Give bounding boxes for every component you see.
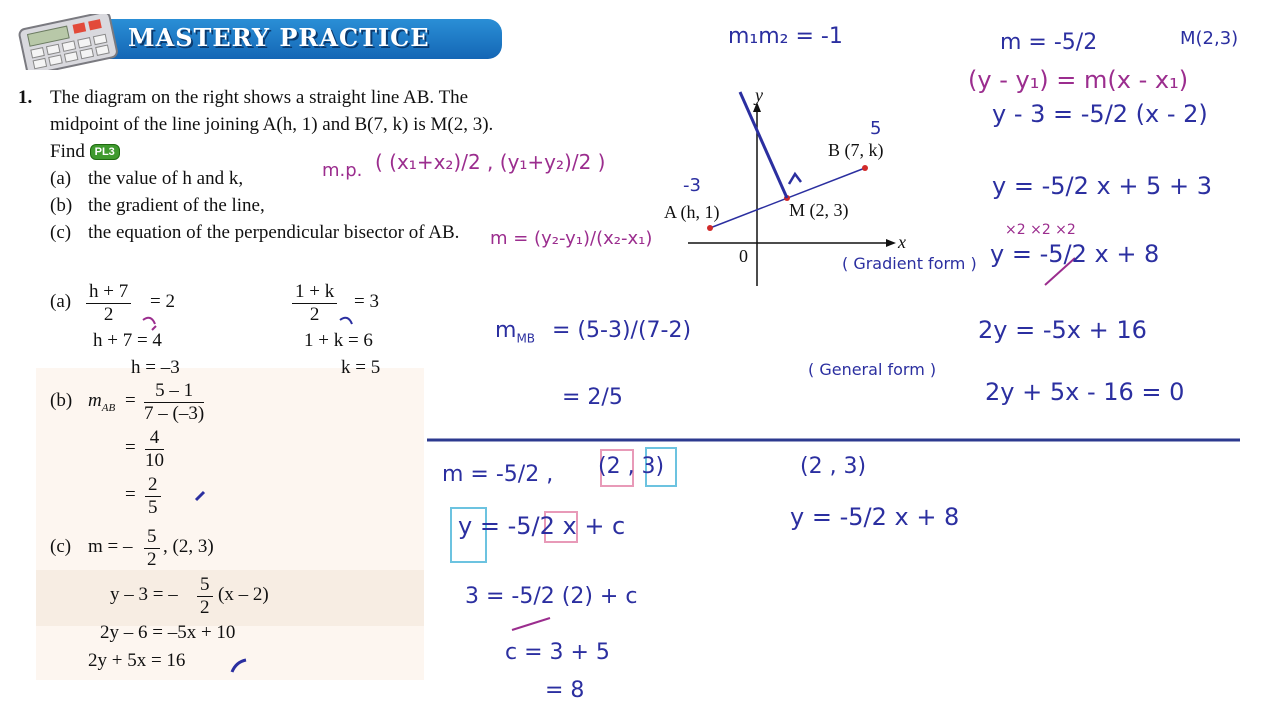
hw-perpendicular-formula: m₁m₂ = -1 [728,24,843,49]
sol-c-line3: 2y – 6 = –5x + 10 [100,622,236,643]
question-line-1: The diagram on the right shows a straight line AB. The [50,87,469,108]
hw-midpoint-label: m.p. [322,160,363,181]
hw-r4: y = -5/2 x + 5 + 3 [992,172,1212,200]
frac-denominator: 2 [200,597,210,618]
arrow-mark-2 [340,318,352,324]
x-axis-arrow [886,239,896,247]
hw-midpoint-formula: ( (x₁+x₂)/2 , (y₁+y₂)/2 ) [375,150,606,174]
hw-b-mid2: y = -5/2 x + 8 [790,503,960,531]
sol-c-line2-left: y – 3 = – [110,584,178,605]
perpendicular-bisector [740,92,787,198]
part-a-text: the value of h and k, [88,168,244,189]
hw-general-form: ( General form ) [808,360,937,379]
hw-r1: m = -5/2 [1000,30,1098,55]
part-b-label: (b) [50,195,73,216]
tick-mark [196,492,204,500]
frac-denominator: 2 [147,549,157,570]
sol-a-line3-left: h = –3 [131,357,180,378]
point-b [862,165,868,171]
part-c-text: the equation of the perpendicular bisector of AB. [88,222,460,243]
hw-m-sub: MB [516,331,536,346]
right-angle-mark [789,174,801,184]
hw-annotation-neg3: -3 [683,175,701,196]
hw-r5: y = -5/2 x + 8 [990,240,1160,268]
frac-numerator: 5 [197,574,213,597]
tick-mark-2 [232,660,246,672]
question-line-2: midpoint of the line joining A(h, 1) and B(7, k) is M(2, 3). [50,114,494,135]
part-a-label: (a) [50,168,72,189]
sol-c-line2-right: (x – 2) [218,584,269,605]
frac-denominator: 5 [148,497,158,518]
hw-gradient-form: ( Gradient form ) [842,254,977,273]
frac-numerator: 4 [145,427,164,450]
hw-r7: 2y + 5x - 16 = 0 [985,378,1185,406]
hw-b1: m = -5/2 , [442,462,554,487]
hw-r2: (y - y₁) = m(x - x₁) [968,66,1189,94]
banner-title: MASTERY PRACTICE [128,23,430,52]
origin-label: 0 [739,246,748,266]
x-axis-label: x [898,232,906,252]
sol-c-line4: 2y + 5x = 16 [88,650,186,671]
m-subscript: AB [101,401,116,414]
frac-denominator: 10 [145,450,164,471]
frac-numerator: h + 7 [86,281,131,304]
sol-c-point: , (2, 3) [163,536,214,557]
frac-numerator: 5 [144,526,160,549]
hw-gradient-formula: m = (y₂-y₁)/(x₂-x₁) [490,228,653,249]
sol-b-eq: = [125,390,136,411]
hw-b2: y = -5/2 x + c [458,512,626,540]
part-b-text: the gradient of the line, [88,195,265,216]
frac-denominator: 7 – (–3) [144,403,205,424]
hw-r1b: M(2,3) [1180,28,1239,49]
hw-m-letter: m [495,318,517,343]
hw-m-mb [495,318,535,345]
hw-b1-point: (2 , 3) [598,454,665,479]
point-a [707,225,713,231]
sol-c-m: m = – [88,536,133,557]
part-c-label: (c) [50,222,72,243]
m-symbol: m [88,390,102,411]
sol-a-line3-right: k = 5 [341,357,381,378]
sol-a-line2-left: h + 7 = 4 [93,330,162,351]
point-m-label: M (2, 3) [789,200,849,220]
frac-denominator: 2 [309,304,320,325]
hw-b-mid: (2 , 3) [800,454,867,479]
hw-m-mb-result: = 2/5 [562,385,623,410]
sol-b-eq2: = [125,437,136,458]
sol-b-label: (b) [50,390,73,411]
sol-a-line2-right: 1 + k = 6 [304,330,373,351]
arrow-mark [143,318,156,330]
find-label: Find [50,141,85,162]
frac-numerator: 1 + k [292,281,337,304]
hw-r5-annotation: ×2 ×2 ×2 [1005,222,1076,238]
hw-b5: = 8 [545,678,585,703]
sol-c-label: (c) [50,536,72,557]
hw-r6: 2y = -5x + 16 [978,316,1147,344]
question-number: 1. [18,87,33,108]
hw-b4: c = 3 + 5 [505,640,610,665]
frac-numerator: 2 [145,474,161,497]
sol-a-rhs1: = 2 [150,291,175,312]
point-b-label: B (7, k) [828,140,884,160]
frac-denominator: 2 [103,304,114,325]
y-axis-label: y [755,85,763,105]
frac-numerator: 5 – 1 [144,380,204,403]
point-a-label: A (h, 1) [664,202,720,222]
strike-mark [512,618,550,630]
sol-a-label: (a) [50,291,72,312]
hw-r3: y - 3 = -5/2 (x - 2) [992,100,1208,128]
hw-m-mb-frac: = (5-3)/(7-2) [552,318,692,343]
sol-b-eq3: = [125,484,136,505]
hw-annotation-5: 5 [870,118,882,139]
sol-a-rhs2: = 3 [354,291,379,312]
pl3-badge: PL3 [90,144,120,160]
hw-b3: 3 = -5/2 (2) + c [465,584,638,609]
